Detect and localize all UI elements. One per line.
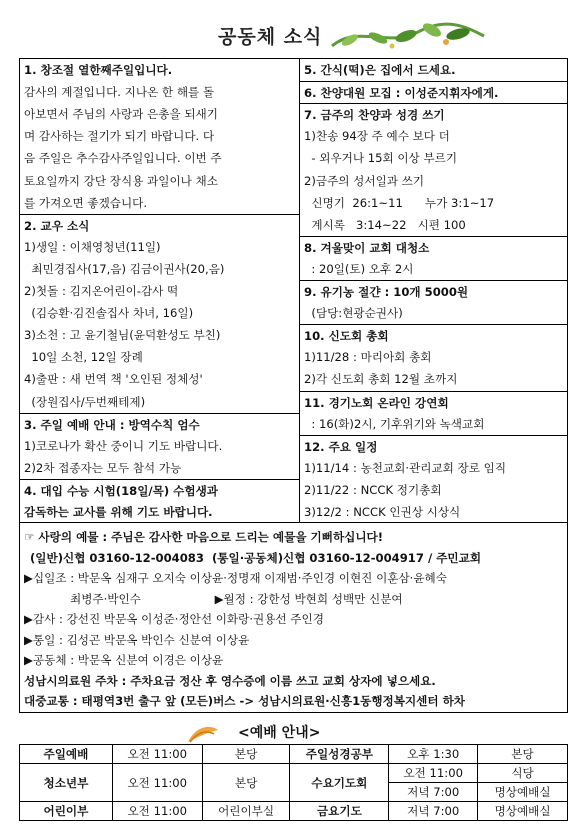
left-line: 토요일까지 강단 장식용 과일이나 채소 <box>24 173 218 188</box>
table-cell: 본당 <box>202 745 290 764</box>
page-title: 공동체 소식 <box>218 26 323 48</box>
left-line: 10일 소천, 12일 장례 <box>24 350 143 365</box>
right-line: 2)각 신도회 총회 12월 초까지 <box>304 372 458 387</box>
left-line: 며 감사하는 절기가 되기 바랍니다. 다 <box>24 129 215 144</box>
table-row <box>20 745 568 764</box>
right-line: 10. 신도회 총회 <box>300 324 567 346</box>
right-line: : 20일(토) 오후 2시 <box>304 261 414 276</box>
offering-line: 성남시의료원 주차 : 주차요금 정산 후 영수증에 이름 쓰고 교회 상자에 넣으세요. <box>24 673 436 688</box>
table-cell: 주일예배 <box>20 745 113 764</box>
table-row <box>20 802 568 821</box>
right-line: 신명기 26:1~11 누가 3:1~17 <box>304 195 495 210</box>
table-cell: 수요기도회 <box>290 764 389 802</box>
left-line: 2)첫돌 : 김지온어린이-감사 떡 <box>24 284 179 298</box>
left-column <box>20 59 300 522</box>
table-cell: 오전 11:00 <box>112 745 202 764</box>
offering-line: 대중교통 : 태평역3번 출구 앞 (모든)버스 -> 성남시의료원·신흥1동행정복지센터 하차 <box>24 694 465 708</box>
offering-section <box>19 523 568 713</box>
left-line: 2. 교우 소식 <box>20 214 299 236</box>
left-line: 아보면서 주님의 사랑과 은총을 되새기 <box>24 107 218 122</box>
table-cell: 명상예배실 <box>478 802 568 821</box>
right-line: 계시록 3:14~22 시편 100 <box>304 217 466 232</box>
flower-icon <box>186 722 220 744</box>
right-line: 8. 겨울맞이 교회 대청소 <box>300 236 567 258</box>
table-cell: 식당 <box>478 764 568 783</box>
table-cell: 오전 11:00 <box>389 764 478 783</box>
right-line: 11. 경기노회 온라인 강연회 <box>300 391 567 413</box>
worship-table <box>19 744 568 821</box>
right-line: 5. 간식(떡)은 집에서 드세요. <box>304 63 456 77</box>
right-line: 9. 유기농 절갼 : 10개 5000원 <box>300 280 567 302</box>
left-line: 를 가져오면 좋겠습니다. <box>24 195 148 210</box>
right-line: : 16(화)2시, 기후위기와 녹색교회 <box>304 416 485 431</box>
table-cell: 저녁 7:00 <box>389 802 478 821</box>
table-row <box>20 764 568 783</box>
right-line: 12. 주요 일정 <box>300 435 567 457</box>
table-cell: 어린이부실 <box>202 802 290 821</box>
right-line: 1)찬송 94장 주 예수 보다 더 <box>304 129 450 144</box>
leaf-vine-icon <box>328 18 488 54</box>
left-line: 음 주일은 추수감사주일입니다. 이번 주 <box>24 151 222 166</box>
right-column <box>300 59 567 522</box>
table-cell: 오전 11:00 <box>112 802 202 821</box>
left-line: 3. 주일 예배 안내 : 방역수칙 엄수 <box>20 413 299 435</box>
header <box>0 0 587 56</box>
worship-title: <예배 안내> <box>238 725 321 741</box>
right-line: 2)11/22 : NCCK 정기총회 <box>304 482 442 497</box>
table-cell: 청소년부 <box>20 764 113 802</box>
right-line: 6. 찬양대원 모집 : 이성준지휘자에게. <box>300 81 567 103</box>
table-cell: 저녁 7:00 <box>389 783 478 802</box>
offering-line: 최병주·박인수 ▶월정 : 강한성 박현희 성백만 신분여 <box>70 591 403 606</box>
right-line: 2)금주의 성서일과 쓰기 <box>304 173 425 188</box>
table-cell: 오전 11:00 <box>112 764 202 802</box>
table-cell: 본당 <box>202 764 290 802</box>
left-line: 감사의 계절입니다. 지나온 한 해를 돌 <box>24 85 215 100</box>
table-cell: 본당 <box>478 745 568 764</box>
right-line: 1)11/14 : 농천교회·관리교회 장로 임직 <box>304 460 507 475</box>
left-line: 2)2차 접종자는 모두 참석 가능 <box>24 460 182 475</box>
left-line: (김승환·김진솔집사 차녀, 16일) <box>24 306 194 321</box>
left-line: 감독하는 교사를 위해 기도 바랍니다. <box>24 505 213 519</box>
left-line: 4. 대입 수능 시험(18일/목) 수험생과 <box>20 479 299 501</box>
right-line: 3)12/2 : NCCK 인권상 시상식 <box>304 505 461 519</box>
table-cell: 어린이부 <box>20 802 113 821</box>
right-line: (담당:현광순권사) <box>304 306 403 321</box>
left-line: 1. 창조절 열한째주일입니다. <box>24 63 173 77</box>
offering-line: ▶십일조 : 박문옥 심재구 오지숙 이상윤·정명재 이재범·주인경 이현진 이훈삼·윤혜숙 <box>24 571 447 585</box>
offering-line: ▶감사 : 강선진 박문옥 이성준·정안선 이화랑·권용선 주인경 <box>24 612 324 626</box>
offering-line: ▶통일 : 김성곤 박문옥 박인수 신분여 이상윤 <box>24 632 250 647</box>
news-grid <box>19 58 568 523</box>
left-line: (장원집사/두번째테제) <box>24 394 146 409</box>
left-line: 최민경집사(17,음) 김금이권사(20,음) <box>24 261 225 276</box>
left-line: 1)코로나가 확산 중이니 기도 바랍니다. <box>24 438 223 453</box>
right-line: 7. 금주의 찬양과 성경 쓰기 <box>300 103 567 125</box>
table-cell: 금요기도 <box>290 802 389 821</box>
right-line: - 외우거나 15회 이상 부르기 <box>304 151 458 166</box>
left-line: 1)생일 : 이채영청년(11일) <box>24 239 161 254</box>
left-line: 4)출판 : 새 번역 책 '오인된 정체성' <box>24 372 203 387</box>
table-cell: 주일성경공부 <box>290 745 389 764</box>
offering-line: ▶공동체 : 박문옥 신분여 이경은 이상윤 <box>24 653 224 667</box>
table-cell: 명상예배실 <box>478 783 568 802</box>
table-cell: 오후 1:30 <box>389 745 478 764</box>
left-line: 3)소천 : 고 윤기철님(윤덕환성도 부친) <box>24 328 221 343</box>
right-line: 1)11/28 : 마리아회 총회 <box>304 350 432 365</box>
offering-line: (일반)신협 03160-12-004083 (통일·공동체)신협 03160-12-004917 / 주민교회 <box>30 550 482 565</box>
offering-line: ☞ 사랑의 예물 : 주님은 감사한 마음으로 드리는 예물을 기뻐하십니다! <box>24 530 384 544</box>
